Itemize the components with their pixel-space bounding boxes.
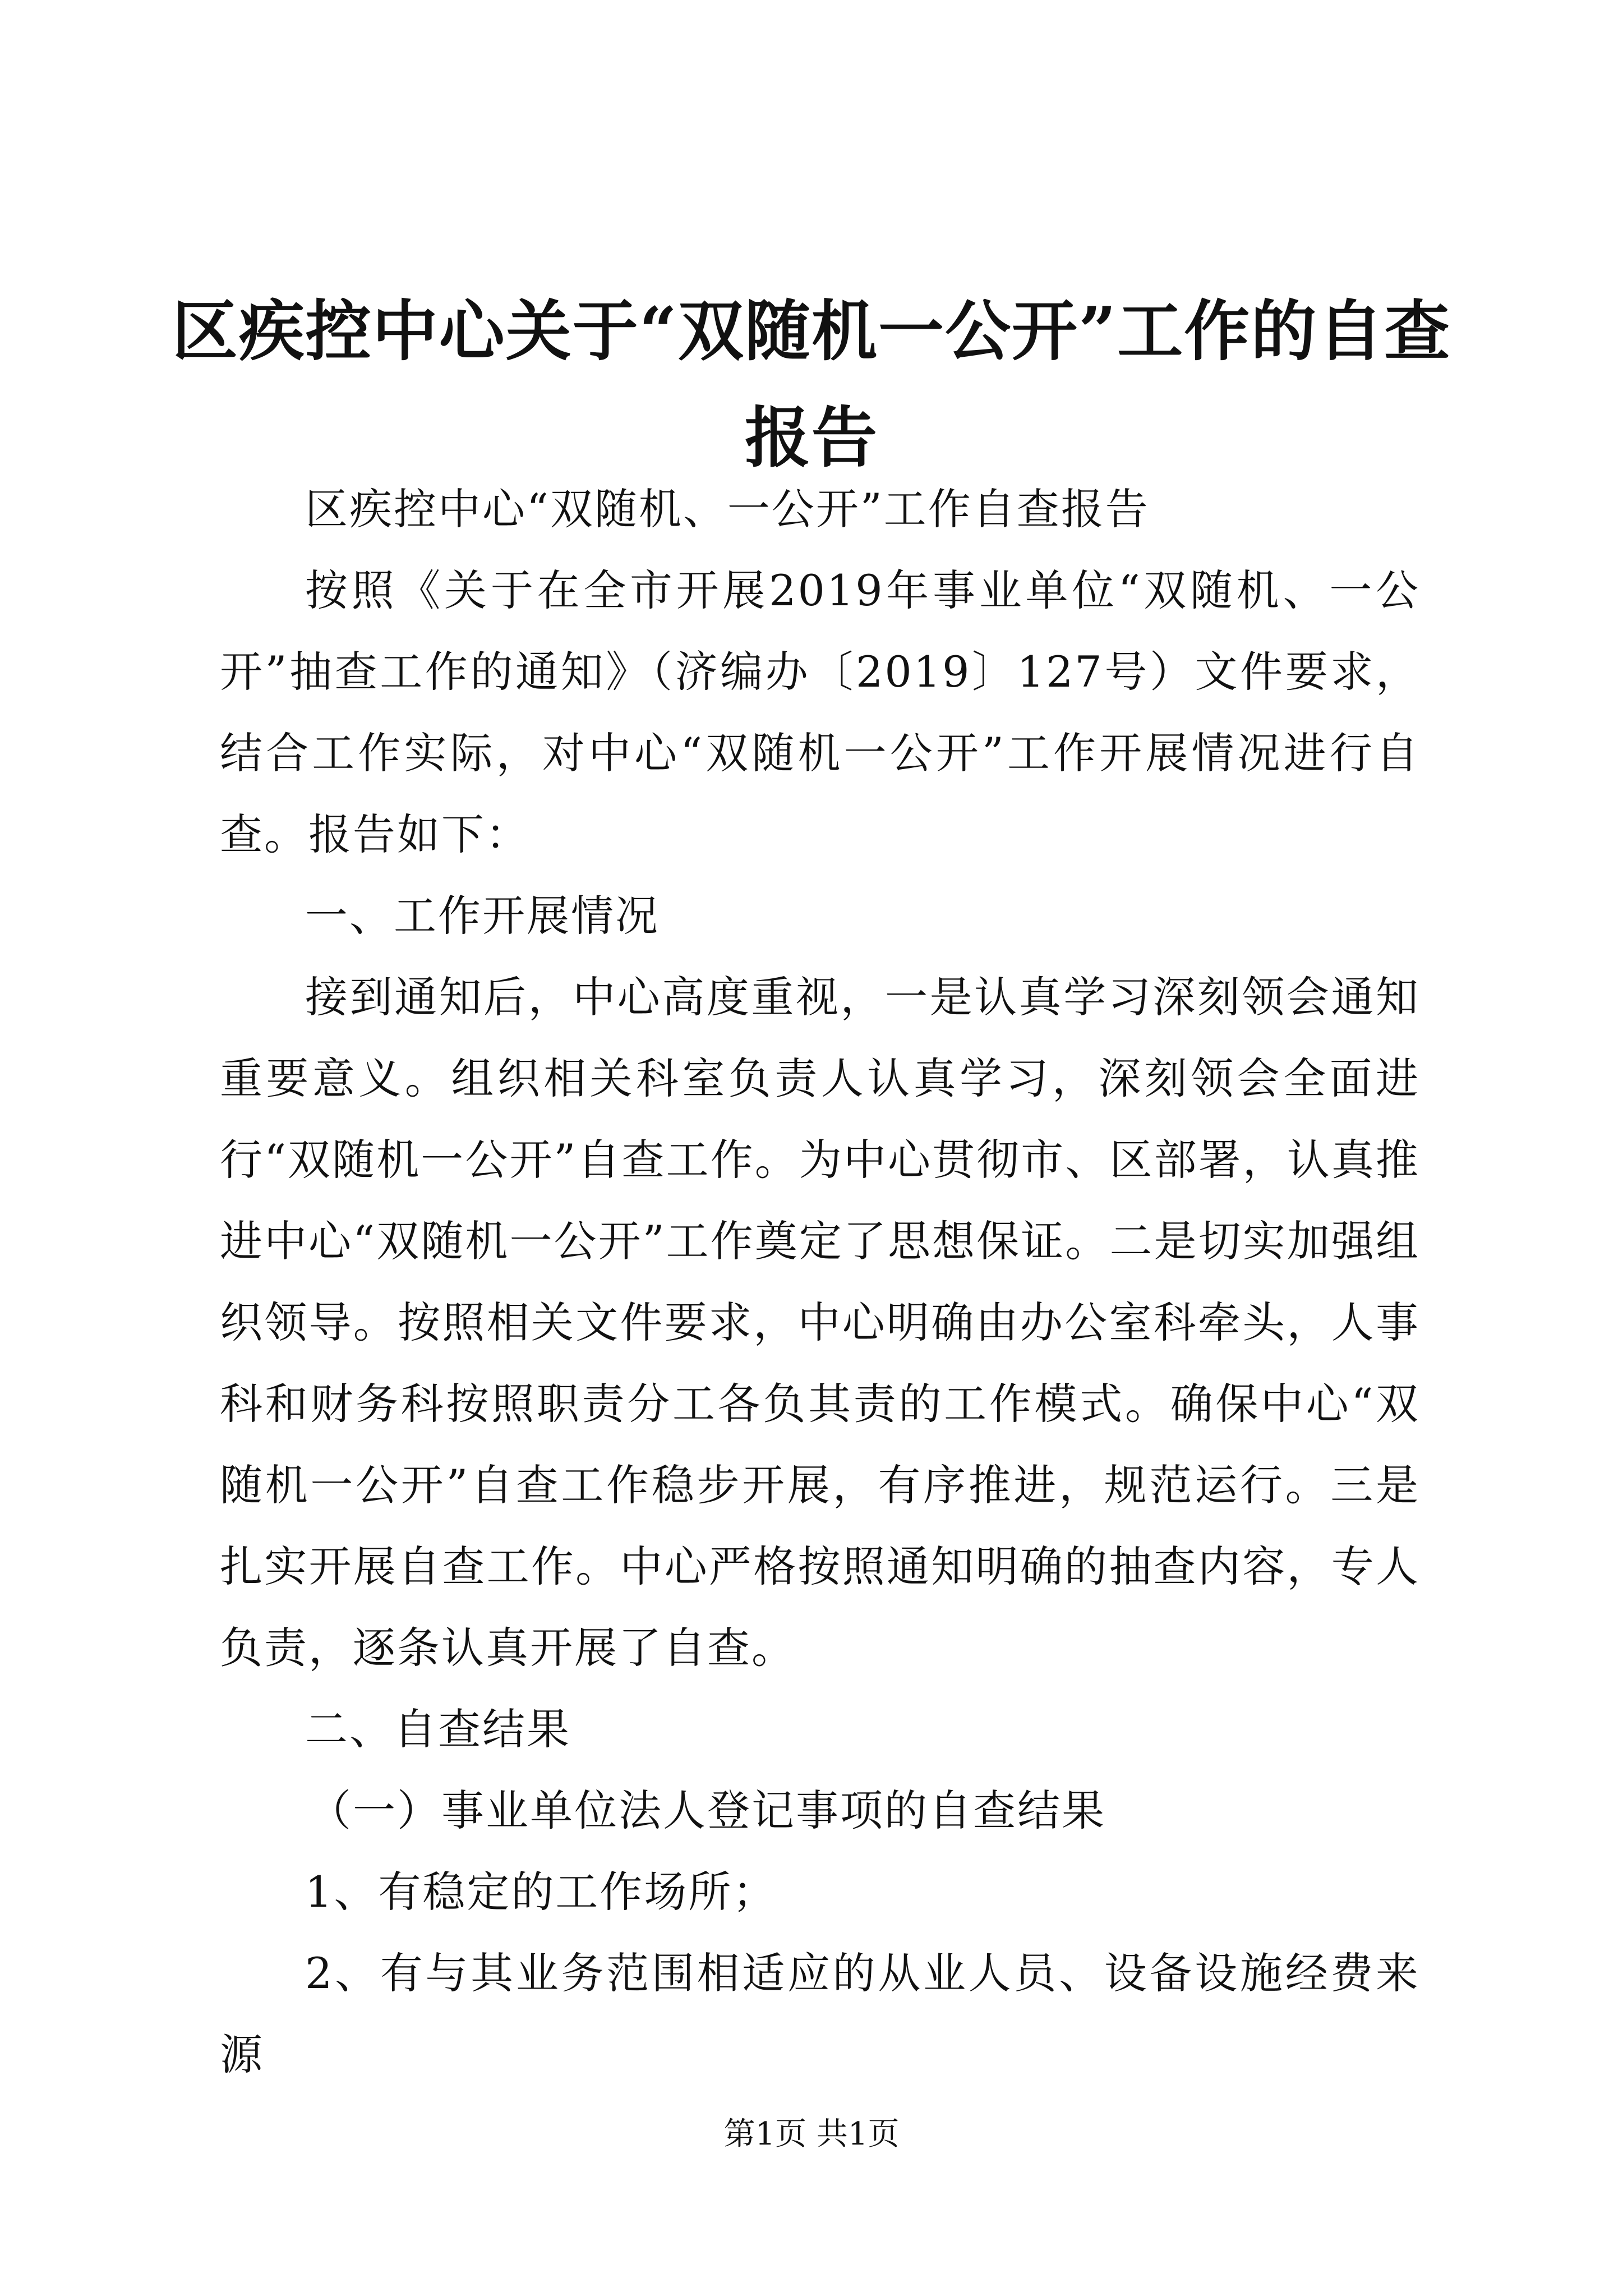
work-paragraph: 接到通知后，中心高度重视，一是认真学习深刻领会通知重要意义。组织相关科室负责人认真学习，深刻领会全面进行“双随机一公开”自查工作。为中心贯彻市、区部署，认真推进中心“双随机一公开”工作奠定了思想保证。二是切实加强组织领导。按照相关文件要求，中心明确由办公室科牵头，人事科和财务科按照职责分工各负其责的工作模式。确保中心“双随机一公开”自查工作稳步开展，有序推进，规范运行。三是扎实开展自查工作。中心严格按照通知明确的抽查内容，专人负责，逐条认真开展了自查。 — [220, 972, 1420, 1673]
result-item-2: 2、有与其业务范围相适应的从业人员、设备设施经费来源 — [220, 1948, 1420, 2079]
document-body — [220, 468, 1420, 2095]
subsection-heading: （一）事业单位法人登记事项的自查结果 — [308, 1786, 1106, 1835]
section-heading-work: 一、工作开展情况 — [305, 891, 660, 941]
result-item-1: 1、有稳定的工作场所； — [305, 1867, 777, 1917]
page-footer: 第1页 共1页 — [723, 2116, 900, 2152]
subtitle-paragraph: 区疾控中心“双随机、一公开”工作自查报告 — [305, 484, 1150, 534]
section-heading-results: 二、自查结果 — [305, 1704, 571, 1754]
intro-paragraph: 按照《关于在全市开展2019年事业单位“双随机、一公开”抽查工作的通知》（济编办〔2019〕127号）文件要求，结合工作实际，对中心“双随机一公开”工作开展情况进行自查。报告如下： — [220, 565, 1420, 859]
document-title: 区疾控中心关于“双随机一公开”工作的自查报告 — [172, 292, 1451, 476]
